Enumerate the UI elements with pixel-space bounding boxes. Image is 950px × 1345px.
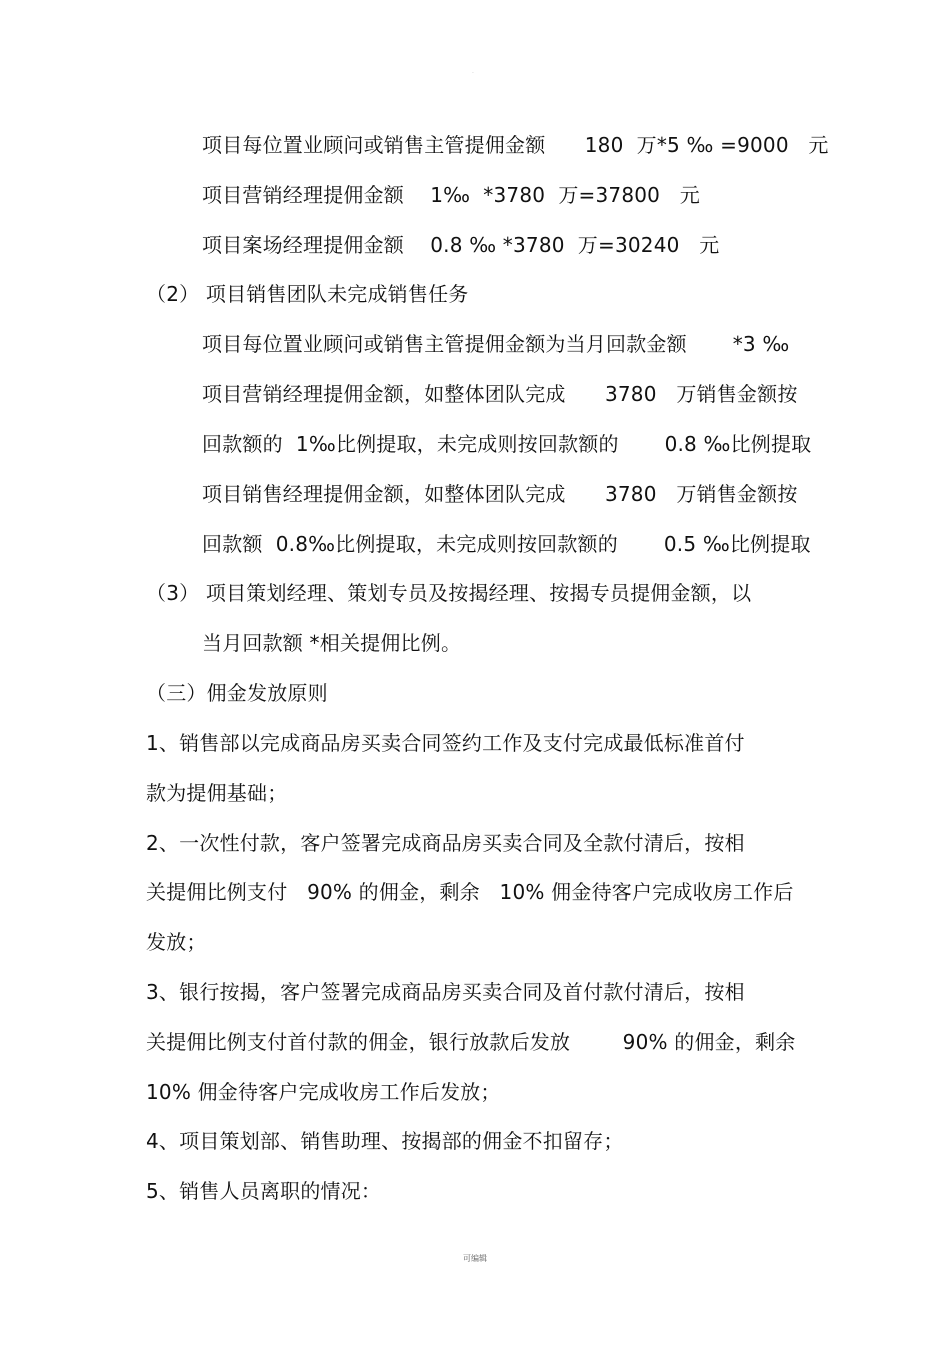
text-line-22: 5、销售人员离职的情况： — [146, 1179, 382, 1203]
text-line-18: 3、银行按揭，客户签署完成商品房买卖合同及首付款付清后，按相 — [146, 980, 745, 1004]
text-line-5: 项目每位置业顾问或销售主管提佣金额为当月回款金额 *3 ‰ — [202, 332, 790, 356]
text-line-14: 款为提佣基础； — [146, 781, 288, 805]
text-line-17: 发放； — [146, 930, 207, 954]
text-line-19: 关提佣比例支付首付款的佣金，银行放款后发放 90% 的佣金，剩余 — [146, 1030, 796, 1054]
text-line-15: 2、一次性付款，客户签署完成商品房买卖合同及全款付清后，按相 — [146, 831, 745, 855]
text-line-3: 项目案场经理提佣金额 0.8 ‰ *3780 万=30240 元 — [202, 233, 720, 257]
page-footer: 可编辑 — [463, 1254, 487, 1263]
page-top-mark: · — [472, 70, 474, 77]
text-line-4: （2） 项目销售团队未完成销售任务 — [146, 282, 469, 306]
section-heading: （三）佣金发放原则 — [146, 681, 328, 705]
text-line-11: 当月回款额 *相关提佣比例。 — [202, 631, 462, 655]
text-line-13: 1、销售部以完成商品房买卖合同签约工作及支付完成最低标准首付 — [146, 731, 745, 755]
text-line-21: 4、项目策划部、销售助理、按揭部的佣金不扣留存； — [146, 1129, 624, 1153]
text-line-9: 回款额 0.8‰比例提取，未完成则按回款额的 0.5 ‰比例提取 — [202, 532, 811, 556]
text-line-1: 项目每位置业顾问或销售主管提佣金额 180 万*5 ‰ =9000 元 — [202, 133, 829, 157]
text-line-2: 项目营销经理提佣金额 1‰ *3780 万=37800 元 — [202, 183, 700, 207]
text-line-7: 回款额的 1‰比例提取，未完成则按回款额的 0.8 ‰比例提取 — [202, 432, 812, 456]
text-line-8: 项目销售经理提佣金额，如整体团队完成 3780 万销售金额按 — [202, 482, 798, 506]
text-line-16: 关提佣比例支付 90% 的佣金，剩余 10% 佣金待客户完成收房工作后 — [146, 880, 794, 904]
text-line-10: （3） 项目策划经理、策划专员及按揭经理、按揭专员提佣金额，以 — [146, 581, 752, 605]
text-line-20: 10% 佣金待客户完成收房工作后发放； — [146, 1080, 501, 1104]
text-line-6: 项目营销经理提佣金额，如整体团队完成 3780 万销售金额按 — [202, 382, 798, 406]
